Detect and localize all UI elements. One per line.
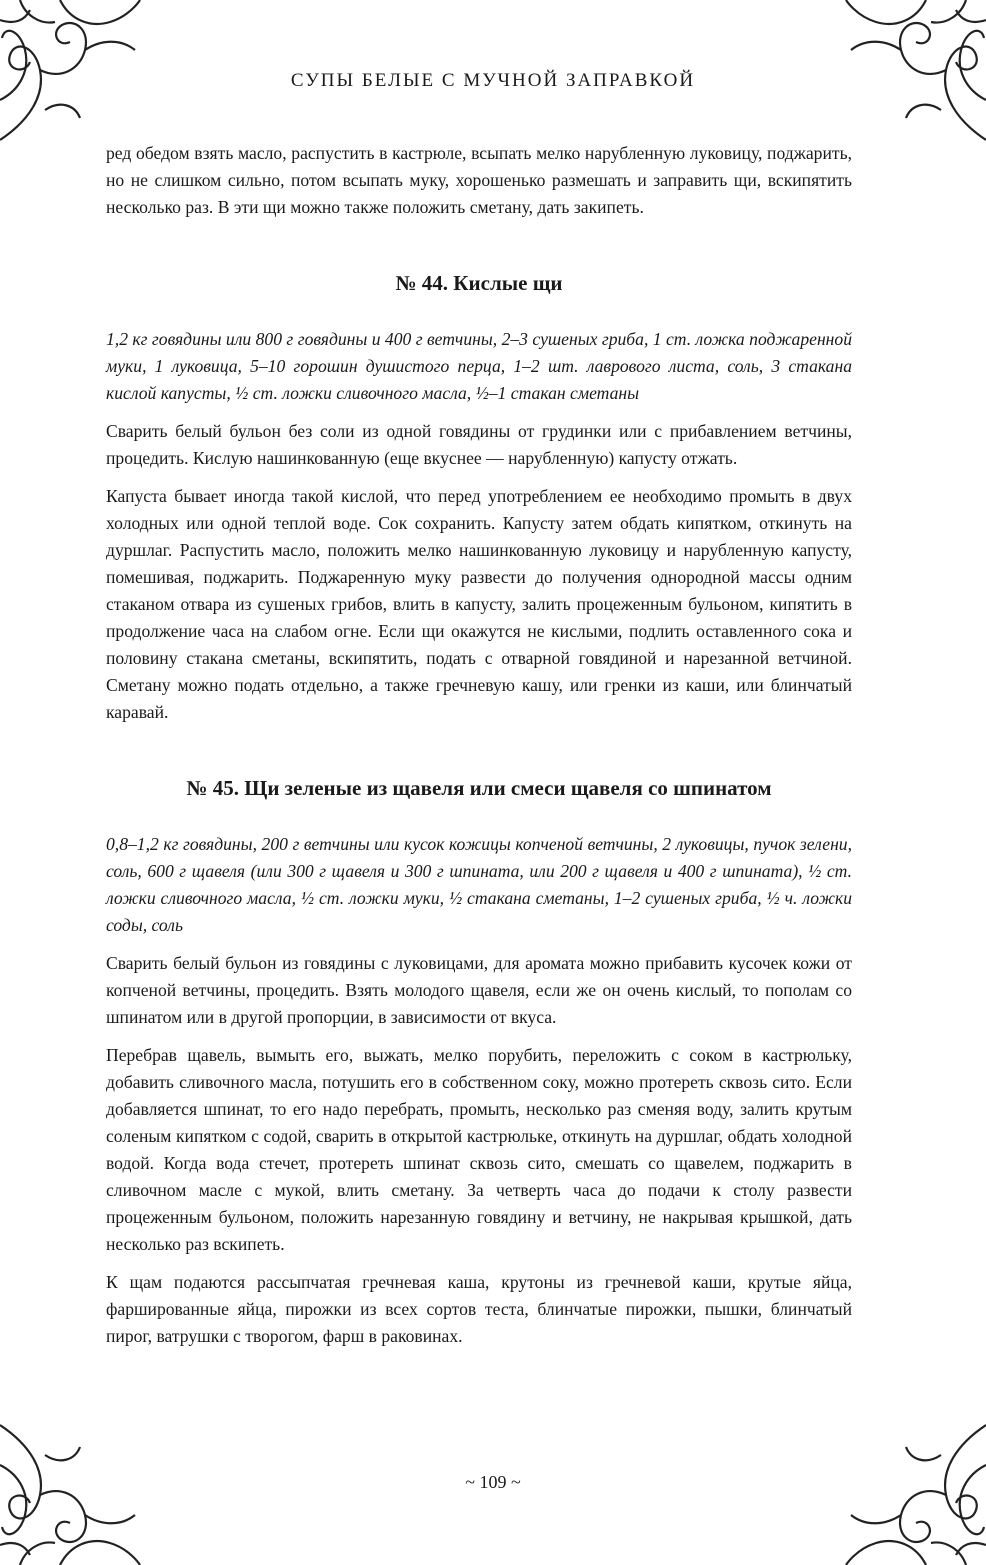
recipe-45-paragraph-1: Сварить белый бульон из говядины с луковицами, для аромата можно прибавить кусочек кожи от копченой ветчины, процедить. Взять молодого щавеля, если же он очень кислый, то пополам со шпинатом или в другой пропорции, в зависимости от вкуса. — [106, 953, 852, 1027]
recipe-45-title: № 45. Щи зеленые из щавеля или смеси щавеля со шпинатом — [186, 776, 772, 800]
recipe-44-title: № 44. Кислые щи — [395, 271, 563, 295]
page-number: ~ 109 ~ — [465, 1472, 521, 1492]
recipe-44-paragraph-2: Капуста бывает иногда такой кислой, что перед употреблением ее необходимо промыть в двух холодных или одной теплой воде. Сок сохранить. Капусту затем обдать кипятком, откинуть на дуршлаг. Распустить масло, положить мелко нашинкованную луковицу и нарубленную капусту, помешивая, поджарить. Поджаренную муку развести до получения однородной массы одним стаканом отвара из сушеных грибов, влить в капусту, залить процеженным бульоном, кипятить в продолжение часа на слабом огне. Если щи окажутся не кислыми, подлить оставленного сока и половину стакана сметаны, вскипятить, подать с отварной говядиной и нарезанной ветчиной. Сметану можно подать отдельно, а также гречневую кашу, или гренки из каши, или блинчатый каравай. — [106, 486, 852, 722]
recipe-44-ingredients: 1,2 кг говядины или 800 г говядины и 400 г ветчины, 2–3 сушеных гриба, 1 ст. ложка поджаренной муки, 1 луковица, 5–10 горошин душистого перца, 1–2 шт. лаврового листа, соль, 3 стакана кислой капусты, ½ ст. ложки сливочного масла, ½–1 стакан сметаны — [106, 329, 852, 403]
running-header: СУПЫ БЕЛЫЕ С МУЧНОЙ ЗАПРАВКОЙ — [290, 70, 696, 91]
recipe-45-ingredients: 0,8–1,2 кг говядины, 200 г ветчины или кусок кожицы копченой ветчины, 2 луковицы, пучок зелени, соль, 600 г щавеля (или 300 г щавеля и 300 г шпината, или 200 г щавеля и 400 г шпината), ½ ст. ложки сливочного масла, ½ ст. ложки муки, ½ стакана сметаны, 1–2 сушеных гриба, ½ ч. ложки соды, соль — [106, 834, 852, 935]
recipe-44-paragraph-1: Сварить белый бульон без соли из одной говядины от грудинки или с прибавлением ветчины, процедить. Кислую нашинкованную (еще вкуснее — нарубленную) капусту отжать. — [106, 421, 852, 468]
intro-paragraph: ред обедом взять масло, распустить в кастрюле, всыпать мелко нарубленную луковицу, поджарить, но не слишком сильно, потом всыпать муку, хорошенько размешать и заправить щи, вскипятить несколько раз. В эти щи можно также положить сметану, дать закипеть. — [106, 143, 852, 217]
page-body — [106, 140, 852, 1361]
recipe-45-paragraph-3: К щам подаются рассыпчатая гречневая каша, крутоны из гречневой каши, крутые яйца, фаршированные яйца, пирожки из всех сортов теста, блинчатые пирожки, пышки, блинчатый пирог, ватрушки с творогом, фарш в раковинах. — [106, 1272, 852, 1346]
recipe-45-paragraph-2: Перебрав щавель, вымыть его, выжать, мелко порубить, переложить с соком в кастрюльку, добавить сливочного масла, потушить его в собственном соку, можно протереть сквозь сито. Если добавляется шпинат, то его надо перебрать, промыть, несколько раз сменяя воду, залить крутым соленым кипятком с содой, сварить в открытой кастрюльке, откинуть на дуршлаг, обдать холодной водой. Когда вода стечет, протереть шпинат сквозь сито, смешать со щавелем, поджарить в сливочном масле с мукой, влить сметану. За четверть часа до подачи к столу развести процеженным бульоном, положить нарезанную говядину и ветчину, не накрывая крышкой, дать несколько раз вскипеть. — [106, 1045, 852, 1254]
